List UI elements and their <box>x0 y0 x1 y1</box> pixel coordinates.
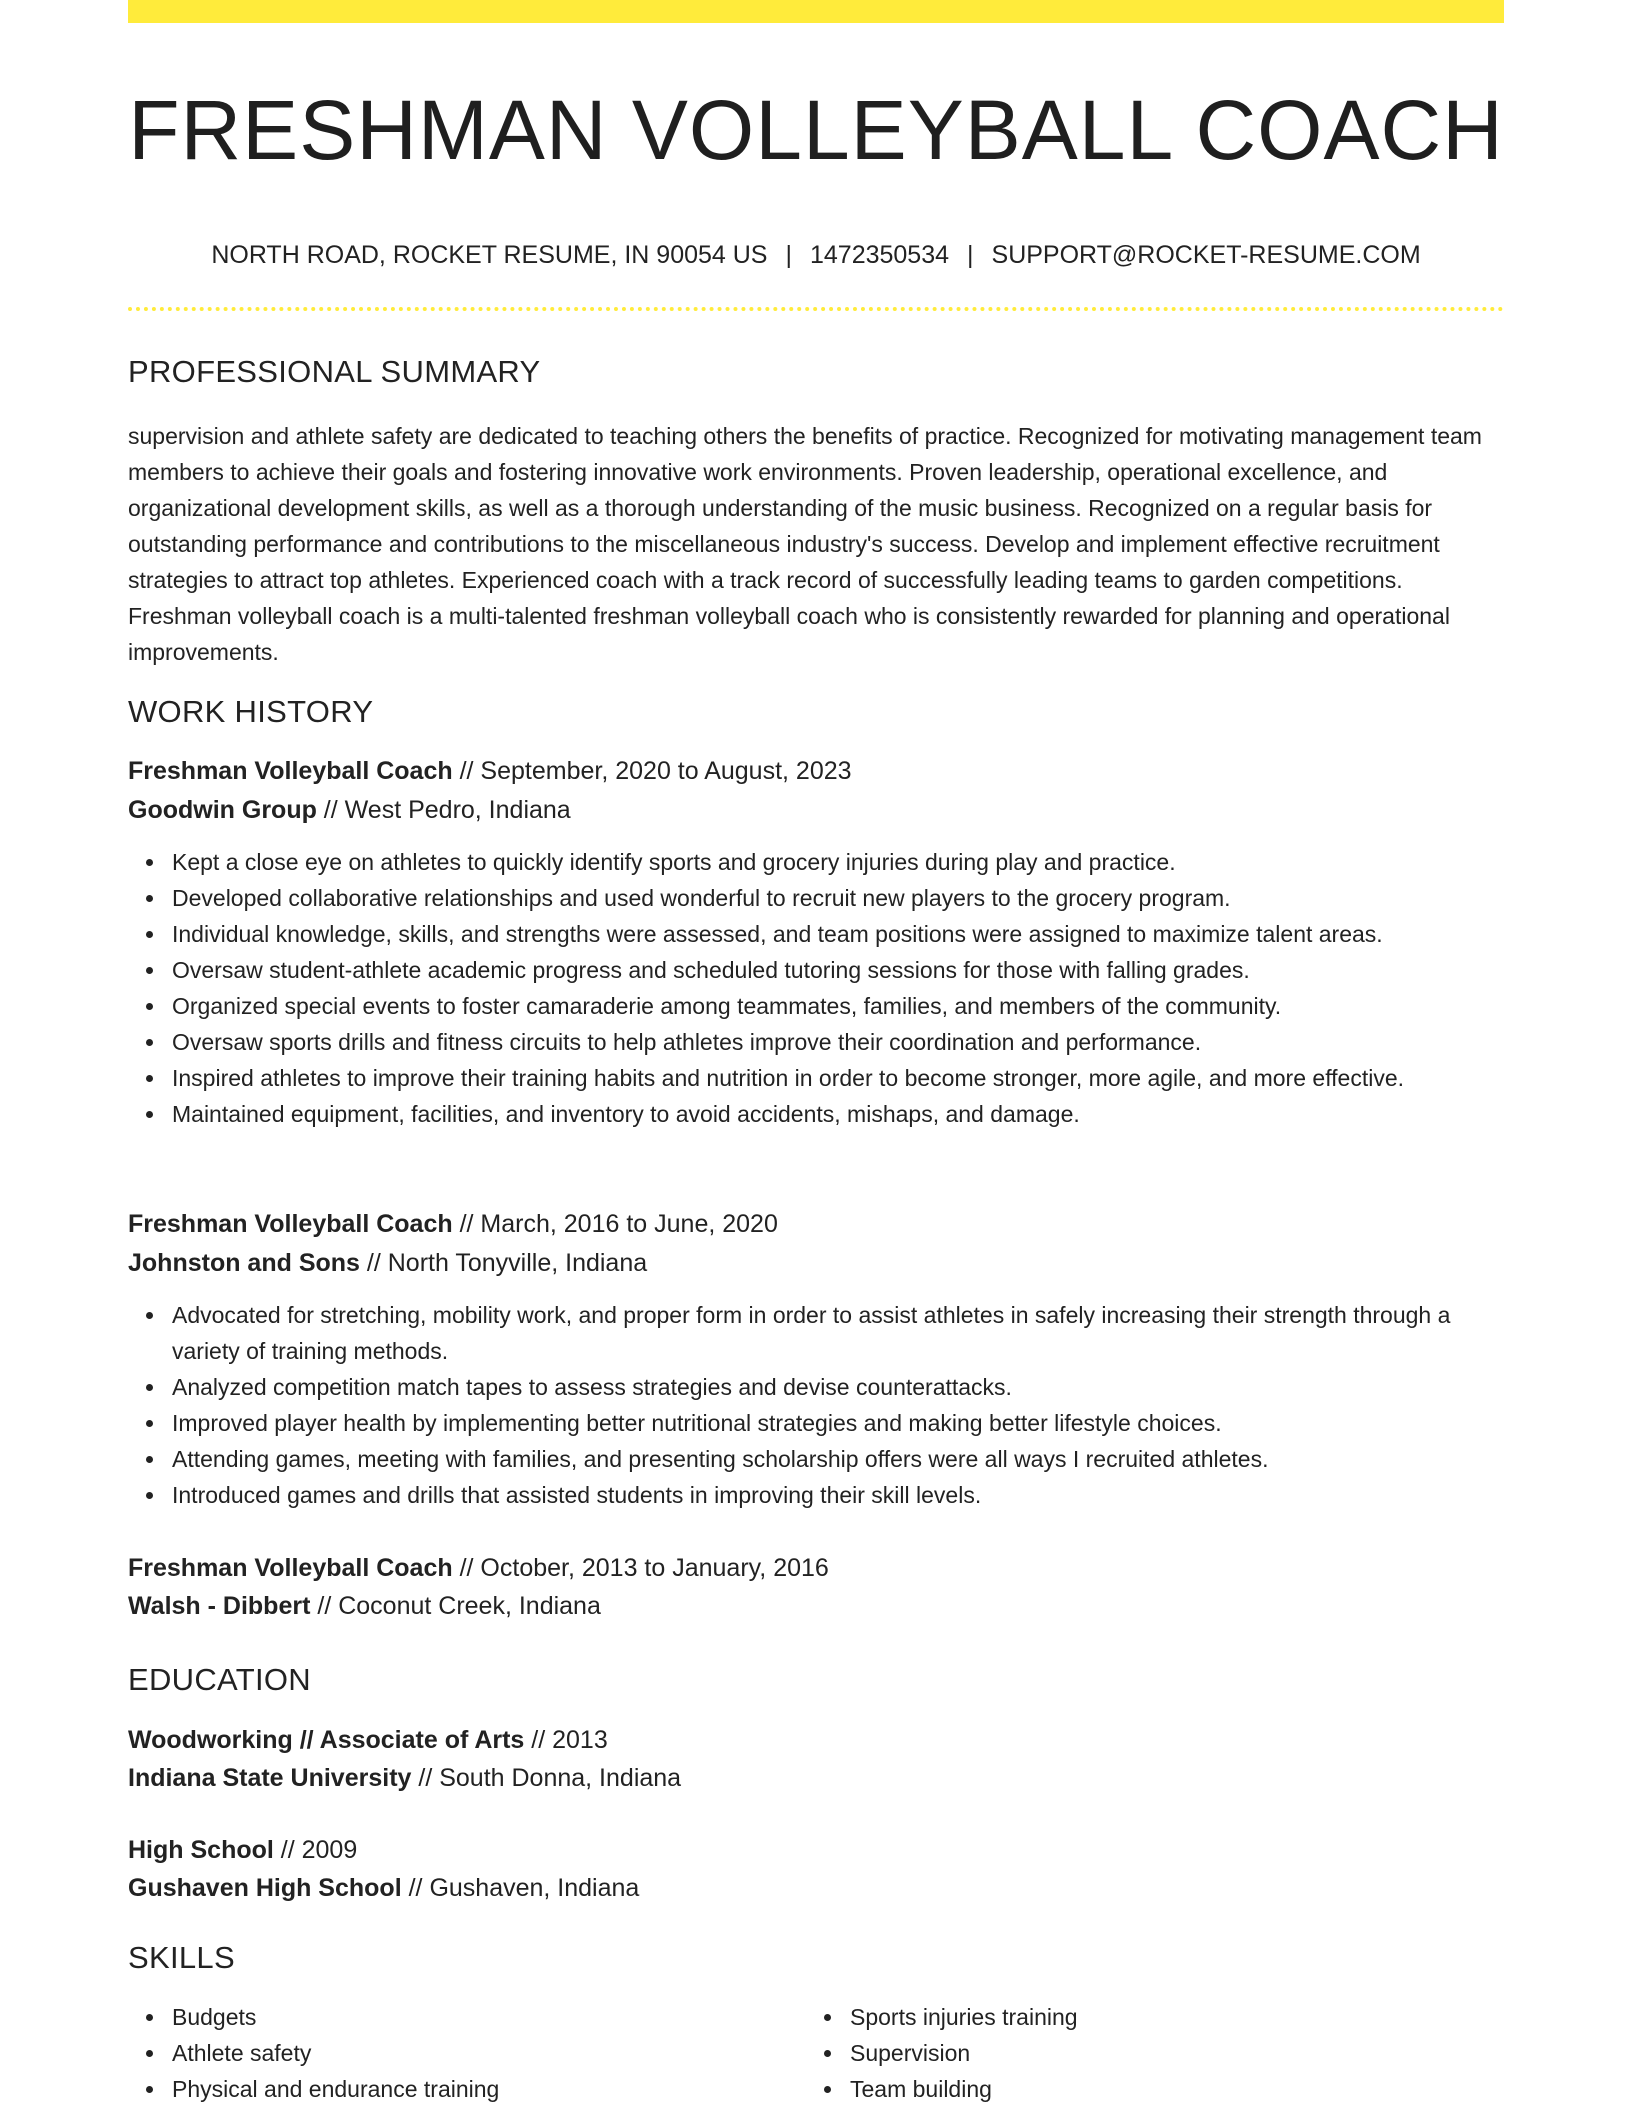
education-location: // Gushaven, Indiana <box>401 1874 640 1902</box>
skills-list-left <box>128 1999 772 2107</box>
job-dates: // October, 2013 to January, 2016 <box>452 1554 829 1582</box>
job-bullet: Improved player health by implementing better nutritional strategies and making better lifestyle choices. <box>172 1405 1504 1441</box>
skill-item: Supervision <box>850 2035 1450 2071</box>
job-bullet: Analyzed competition match tapes to assess strategies and devise counterattacks. <box>172 1369 1504 1405</box>
education-school: Gushaven High School <box>128 1874 402 1902</box>
job-company: Johnston and Sons <box>128 1249 360 1277</box>
work-history-heading: WORK HISTORY <box>128 694 374 729</box>
job-bullet: Organized special events to foster camaraderie among teammates, families, and members of the community. <box>172 988 1504 1024</box>
skill-item: Physical and endurance training <box>172 2071 772 2107</box>
skill-item: Sports injuries training <box>850 1999 1450 2035</box>
job-bullet: Maintained equipment, facilities, and inventory to avoid accidents, mishaps, and damage. <box>172 1096 1504 1132</box>
education-degree-line <box>128 1722 608 1758</box>
job-bullet: Introduced games and drills that assisted students in improving their skill levels. <box>172 1477 1504 1513</box>
contact-address: NORTH ROAD, ROCKET RESUME, IN 90054 US <box>211 241 768 269</box>
job-company: Goodwin Group <box>128 796 317 824</box>
header-divider <box>128 307 1504 311</box>
contact-separator: | <box>785 241 792 269</box>
accent-top-bar <box>128 0 1504 23</box>
education-school-line <box>128 1870 639 1906</box>
education-school-line <box>128 1760 681 1796</box>
skills-heading: SKILLS <box>128 1940 235 1975</box>
education-heading: EDUCATION <box>128 1662 311 1697</box>
job-location: // West Pedro, Indiana <box>316 796 571 824</box>
contact-line <box>128 238 1504 272</box>
job-bullet: Inspired athletes to improve their training habits and nutrition in order to become stronger, more agile, and more effective. <box>172 1060 1504 1096</box>
contact-separator: | <box>967 241 974 269</box>
job-role: Freshman Volleyball Coach <box>128 757 453 785</box>
job-dates: // September, 2020 to August, 2023 <box>452 757 852 785</box>
education-year: // 2009 <box>273 1836 358 1864</box>
job-title-line <box>128 1206 778 1242</box>
skill-item: Budgets <box>172 1999 772 2035</box>
job-bullet: Kept a close eye on athletes to quickly identify sports and grocery injuries during play and practice. <box>172 844 1504 880</box>
job-bullet: Developed collaborative relationships and used wonderful to recruit new players to the grocery program. <box>172 880 1504 916</box>
job-title-line <box>128 753 852 789</box>
job-dates: // March, 2016 to June, 2020 <box>452 1210 778 1238</box>
job-role: Freshman Volleyball Coach <box>128 1210 453 1238</box>
job-bullets <box>128 844 1504 1132</box>
job-bullet: Individual knowledge, skills, and strengths were assessed, and team positions were assigned to maximize talent areas. <box>172 916 1504 952</box>
job-bullet: Oversaw sports drills and fitness circuits to help athletes improve their coordination and performance. <box>172 1024 1504 1060</box>
skill-item: Athlete safety <box>172 2035 772 2071</box>
education-degree-line <box>128 1832 357 1868</box>
job-role: Freshman Volleyball Coach <box>128 1554 453 1582</box>
job-company-line <box>128 1245 647 1281</box>
resume-name: FRESHMAN VOLLEYBALL COACH <box>128 83 1504 177</box>
contact-email: SUPPORT@ROCKET-RESUME.COM <box>991 241 1421 269</box>
job-company: Walsh - Dibbert <box>128 1592 311 1620</box>
contact-phone: 1472350534 <box>809 241 950 269</box>
job-bullet: Oversaw student-athlete academic progress and scheduled tutoring sessions for those with falling grades. <box>172 952 1504 988</box>
skill-item: Team building <box>850 2071 1450 2107</box>
job-location: // Coconut Creek, Indiana <box>310 1592 601 1620</box>
job-bullet: Advocated for stretching, mobility work, and proper form in order to assist athletes in safely increasing their strength through a variety of training methods. <box>172 1297 1504 1369</box>
job-bullets <box>128 1297 1504 1513</box>
job-company-line <box>128 1588 601 1624</box>
education-degree: High School <box>128 1836 274 1864</box>
summary-text: supervision and athlete safety are dedicated to teaching others the benefits of practice. Recognized for motivating management team members to achieve their goals and fostering innovative work environments. Proven leadership, operational excellence, and organizational development skills, as well as a thorough understanding of the music business. Recognized on a regular basis for outstanding performance and contributions to the miscellaneous industry's success. Develop and implement effective recruitment strategies to attract top athletes. Experienced coach with a track record of successfully leading teams to garden competitions. Freshman volleyball coach is a multi-talented freshman volleyball coach who is consistently rewarded for planning and operational improvements. <box>128 423 1482 665</box>
education-school: Indiana State University <box>128 1764 412 1792</box>
education-degree: Woodworking // Associate of Arts <box>128 1726 525 1754</box>
job-company-line <box>128 792 571 828</box>
education-year: // 2013 <box>524 1726 608 1754</box>
skills-list-right <box>806 1999 1450 2107</box>
job-location: // North Tonyville, Indiana <box>359 1249 648 1277</box>
job-bullet: Attending games, meeting with families, and presenting scholarship offers were all ways I recruited athletes. <box>172 1441 1504 1477</box>
job-title-line <box>128 1550 829 1586</box>
summary-heading: PROFESSIONAL SUMMARY <box>128 354 541 389</box>
education-location: // South Donna, Indiana <box>411 1764 682 1792</box>
